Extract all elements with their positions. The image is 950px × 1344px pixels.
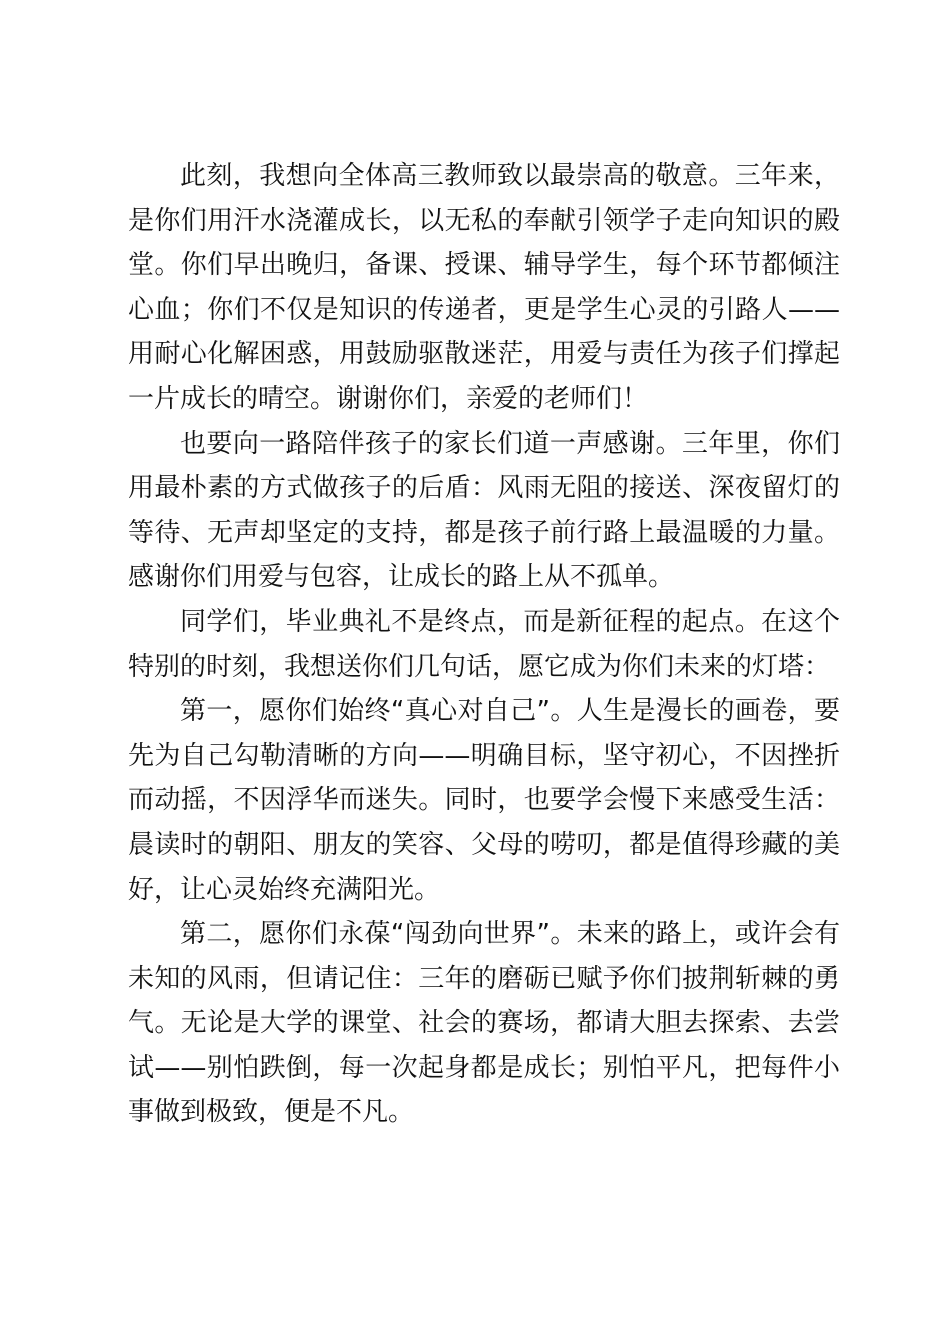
paragraph-second-wish: 第二，愿你们永葆“闯劲向世界”。未来的路上，或许会有未知的风雨，但请记住：三年的磨砺已赋予你们披荆斩棘的勇气。无论是大学的课堂、社会的赛场，都请大胆去探索、去尝试——别怕跌倒，每一次起身都是成长；别怕平凡，把每件小事做到极致，便是不凡。 bbox=[128, 919, 840, 1128]
paragraph-parents: 也要向一路陪伴孩子的家长们道一声感谢。三年里，你们用最朴素的方式做孩子的后盾：风雨无阻的接送、深夜留灯的等待、无声却坚定的支持，都是孩子前行路上最温暖的力量。感谢你们用爱与包容，让成长的路上从不孤单。 bbox=[128, 428, 840, 593]
document-body bbox=[128, 154, 840, 1135]
paragraph-first-wish: 第一，愿你们始终“真心对自己”。人生是漫长的画卷，要先为自己勾勒清晰的方向——明确目标，坚守初心，不因挫折而动摇，不因浮华而迷失。同时，也要学会慢下来感受生活：晨读时的朝阳、朋友的笑容、父母的唠叨，都是值得珍藏的美好，让心灵始终充满阳光。 bbox=[128, 696, 840, 905]
paragraph-teachers: 此刻，我想向全体高三教师致以最崇高的敬意。三年来，是你们用汗水浇灌成长，以无私的奉献引领学子走向知识的殿堂。你们早出晚归，备课、授课、辅导学生，每个环节都倾注心血；你们不仅是知识的传递者，更是学生心灵的引路人——用耐心化解困惑，用鼓励驱散迷茫，用爱与责任为孩子们撑起一片成长的晴空。谢谢你们，亲爱的老师们！ bbox=[128, 161, 840, 414]
paragraph-students-intro: 同学们，毕业典礼不是终点，而是新征程的起点。在这个特别的时刻，我想送你们几句话，愿它成为你们未来的灯塔： bbox=[128, 606, 840, 682]
